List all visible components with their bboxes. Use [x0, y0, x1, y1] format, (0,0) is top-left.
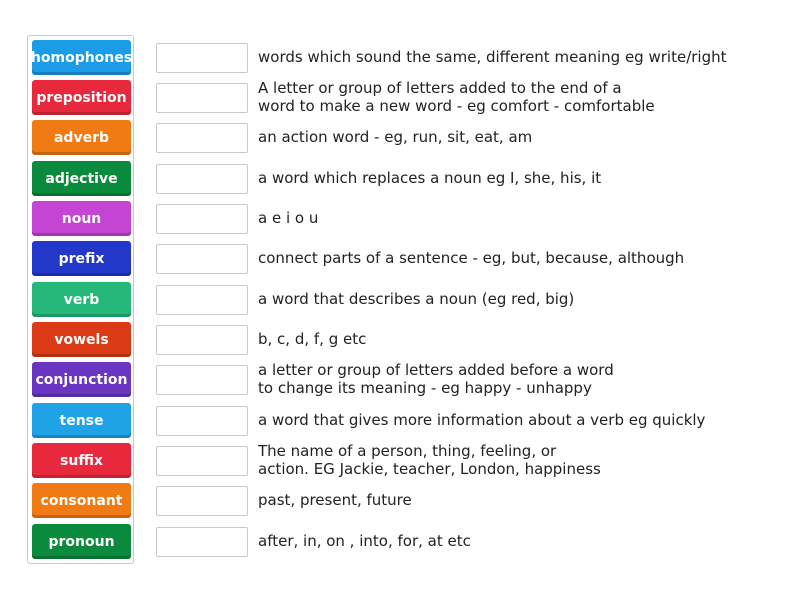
definition-text: past, present, future [258, 491, 412, 509]
drop-slot[interactable] [156, 486, 248, 516]
definition-text: a word that describes a noun (eg red, big) [258, 290, 575, 308]
tile-adjective[interactable]: adjective [32, 161, 131, 196]
tile-suffix[interactable]: suffix [32, 443, 131, 478]
drop-slot[interactable] [156, 244, 248, 274]
definition-text: after, in, on , into, for, at etc [258, 532, 471, 550]
tile-noun[interactable]: noun [32, 201, 131, 236]
tile-preposition[interactable]: preposition [32, 80, 131, 115]
tile-pronoun[interactable]: pronoun [32, 524, 131, 559]
tile-vowels[interactable]: vowels [32, 322, 131, 357]
tile-adverb[interactable]: adverb [32, 120, 131, 155]
definition-text: a letter or group of letters added before a word to change its meaning - eg happy - unhappy [258, 361, 614, 397]
drop-slot[interactable] [156, 285, 248, 315]
drop-slot[interactable] [156, 325, 248, 355]
definition-text: a word which replaces a noun eg I, she, his, it [258, 169, 602, 187]
tile-prefix[interactable]: prefix [32, 241, 131, 276]
tile-verb[interactable]: verb [32, 282, 131, 317]
drop-slot[interactable] [156, 123, 248, 153]
definition-text: a word that gives more information about a verb eg quickly [258, 411, 706, 429]
drop-slot[interactable] [156, 43, 248, 73]
drop-slot[interactable] [156, 446, 248, 476]
definition-text: a e i o u [258, 209, 319, 227]
definition-text: an action word - eg, run, sit, eat, am [258, 128, 533, 146]
definition-text: words which sound the same, different meaning eg write/right [258, 48, 727, 66]
tile-tense[interactable]: tense [32, 403, 131, 438]
drop-slot[interactable] [156, 204, 248, 234]
definition-text: A letter or group of letters added to the end of a word to make a new word - eg comfort - comfortable [258, 79, 655, 115]
tile-homophones[interactable]: homophones [32, 40, 131, 75]
tile-conjunction[interactable]: conjunction [32, 362, 131, 397]
definition-text: The name of a person, thing, feeling, or action. EG Jackie, teacher, London, happiness [258, 442, 601, 478]
drop-slot[interactable] [156, 406, 248, 436]
definition-text: connect parts of a sentence - eg, but, because, although [258, 249, 685, 267]
drop-slot[interactable] [156, 83, 248, 113]
drop-slot[interactable] [156, 164, 248, 194]
tile-consonant[interactable]: consonant [32, 483, 131, 518]
drop-slot[interactable] [156, 527, 248, 557]
definition-text: b, c, d, f, g etc [258, 330, 367, 348]
drop-slot[interactable] [156, 365, 248, 395]
